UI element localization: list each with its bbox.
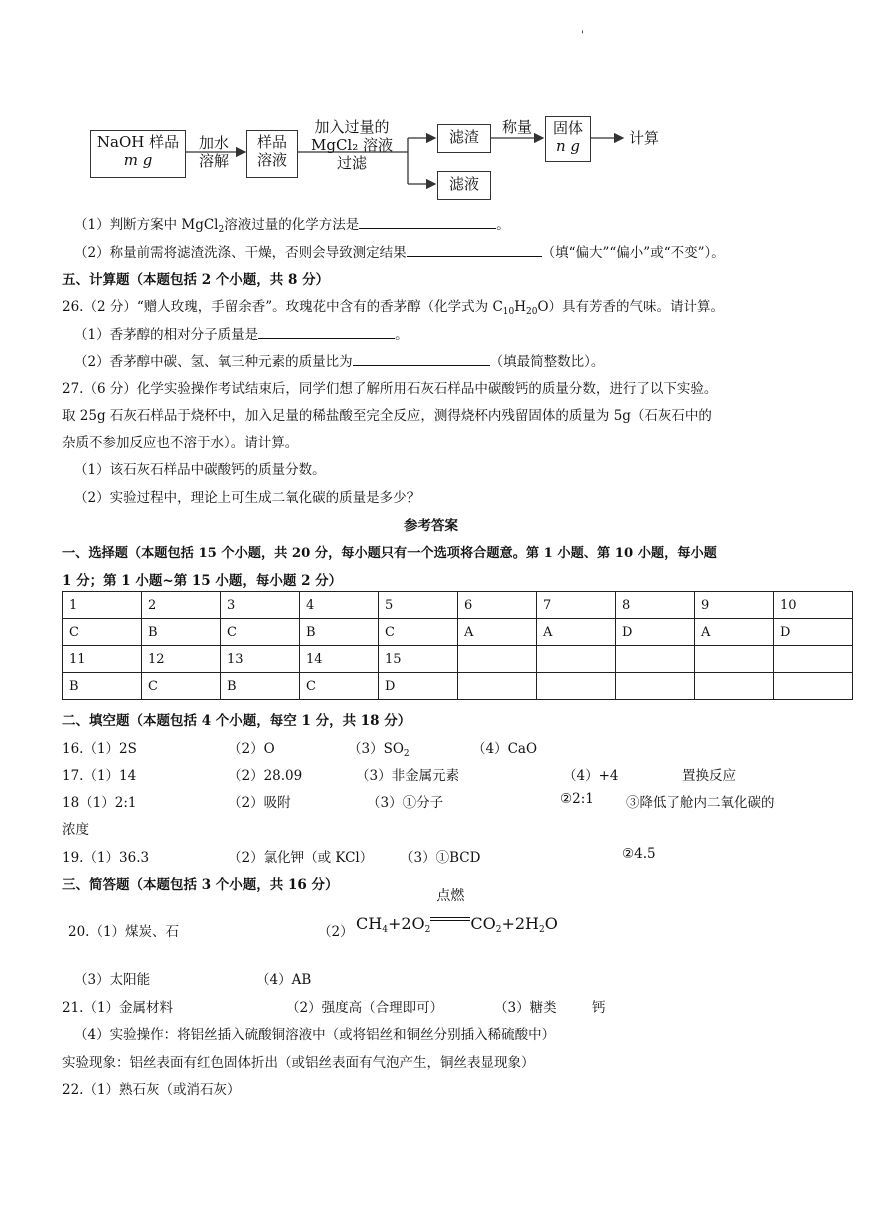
table-cell bbox=[695, 673, 774, 700]
table-cell bbox=[616, 673, 695, 700]
q25-part1 bbox=[74, 213, 510, 235]
q27-line2: 取 25g 石灰石样品于烧杯中，加入足量的稀盐酸至完全反应，测得烧杯内残留固体的质量为 5g（石灰石中的 bbox=[62, 408, 712, 424]
q25-p1-text: （1）判断方案中 MgCl bbox=[74, 217, 219, 233]
header-mark: ' bbox=[581, 30, 584, 41]
a21-item3: （3）糖类 bbox=[494, 1000, 557, 1016]
table-cell bbox=[537, 646, 616, 673]
eq-co2-sub: 2 bbox=[495, 925, 502, 935]
solid-box bbox=[545, 116, 591, 162]
a16-p3-text: （3）SO bbox=[348, 741, 404, 757]
a17-item5: 置换反应 bbox=[682, 768, 736, 784]
answer-blank bbox=[258, 325, 395, 339]
table-cell: 6 bbox=[458, 592, 537, 619]
table-cell: B bbox=[300, 619, 379, 646]
table-cell: C bbox=[379, 619, 458, 646]
q27-part1: （1）该石灰石样品中碳酸钙的质量分数。 bbox=[74, 462, 326, 478]
a21-item4: （4）实验操作：将铝丝插入硫酸铜溶液中（或将铝丝和铜丝分别插入稀硫酸中） bbox=[74, 1027, 556, 1043]
flowchart bbox=[88, 112, 688, 207]
q26-sub2: 20 bbox=[526, 307, 538, 317]
table-cell: C bbox=[221, 619, 300, 646]
eq-h2o: +2H bbox=[501, 914, 540, 933]
table-cell: A bbox=[458, 619, 537, 646]
q27-part2: （2）实验过程中，理论上可生成二氧化碳的质量是多少？ bbox=[74, 490, 421, 506]
sample-mass: m g bbox=[123, 151, 153, 169]
weigh-step: 称量 bbox=[501, 118, 532, 136]
table-cell: 9 bbox=[695, 592, 774, 619]
a21-item1: 21.（1）金属材料 bbox=[62, 1000, 174, 1016]
table-cell bbox=[458, 673, 537, 700]
dissolve-line1: 加水 bbox=[198, 134, 229, 152]
table-cell: 15 bbox=[379, 646, 458, 673]
a20-item2: （2） bbox=[318, 924, 354, 940]
table-cell: A bbox=[537, 619, 616, 646]
table-cell: C bbox=[142, 673, 221, 700]
filtrate-box: 滤液 bbox=[437, 171, 491, 200]
table-cell bbox=[774, 646, 853, 673]
table-cell bbox=[537, 673, 616, 700]
a17-item2: （2）28.09 bbox=[228, 768, 303, 784]
a22-item1: 22.（1）熟石灰（或消石灰） bbox=[62, 1082, 241, 1098]
eq-o: O bbox=[544, 914, 558, 933]
q27-line1: 27.（6 分）化学实验操作考试结束后，同学们想了解所用石灰石样品中碳酸钙的质量分数，进行了以下实验。 bbox=[62, 381, 718, 397]
eq-line-bottom bbox=[430, 920, 470, 921]
eq-o2-sub: 2 bbox=[424, 925, 431, 935]
a19-item4: ②4.5 bbox=[622, 846, 656, 862]
table-cell bbox=[616, 646, 695, 673]
table-cell: 7 bbox=[537, 592, 616, 619]
reaction-condition: 点燃 bbox=[436, 888, 465, 904]
table-cell: 10 bbox=[774, 592, 853, 619]
table-cell: 14 bbox=[300, 646, 379, 673]
table-cell: D bbox=[379, 673, 458, 700]
mgcl2-line3: 过滤 bbox=[336, 154, 367, 172]
table-cell: 2 bbox=[142, 592, 221, 619]
a17-item1: 17.（1）14 bbox=[62, 768, 137, 784]
table-row bbox=[63, 646, 853, 673]
mgcl2-line2: MgCl₂ 溶液 bbox=[310, 136, 394, 154]
a20-item3: （3）太阳能 bbox=[74, 972, 151, 988]
a18-item3: （3）①分子 bbox=[367, 795, 444, 811]
eq-ch-sub: 4 bbox=[382, 925, 388, 935]
answer-table bbox=[62, 591, 853, 700]
sample-solution-box bbox=[246, 130, 298, 178]
q25-p1-sub: 2 bbox=[218, 225, 225, 235]
answers-title: 参考答案 bbox=[404, 518, 458, 534]
table-cell bbox=[774, 673, 853, 700]
solution-line2: 溶液 bbox=[256, 151, 287, 169]
eq-ch: CH bbox=[356, 914, 383, 933]
table-cell: 5 bbox=[379, 592, 458, 619]
table-cell: 4 bbox=[300, 592, 379, 619]
table-cell bbox=[458, 646, 537, 673]
calculate-label: 计算 bbox=[629, 129, 660, 147]
table-cell: D bbox=[774, 619, 853, 646]
a20-item4: （4）AB bbox=[256, 972, 312, 988]
q26-stem-a: 26.（2 分）“赠人玫瑰，手留余香”。玫瑰花中含有的香茅醇（化学式为 C bbox=[62, 299, 503, 315]
a19-item2: （2）氯化钾（或 KCl） bbox=[228, 850, 374, 866]
table-cell: B bbox=[142, 619, 221, 646]
q26-p2-text: （2）香茅醇中碳、氢、氧三种元素的质量比为 bbox=[74, 354, 353, 370]
a21-item5: 实验现象：铝丝表面有红色固体折出（或铝丝表面有气泡产生，铜丝表显现象） bbox=[62, 1055, 535, 1071]
eq-o2: +2O bbox=[387, 914, 425, 933]
section5-title: 五、计算题（本题包括 2 个小题，共 8 分） bbox=[62, 272, 330, 288]
table-cell: B bbox=[63, 673, 142, 700]
combustion-equation bbox=[356, 888, 558, 935]
a18-continued: 浓度 bbox=[62, 822, 89, 838]
naoh-sample-box bbox=[90, 130, 186, 178]
mgcl2-step bbox=[300, 118, 404, 172]
q26-part2 bbox=[74, 350, 604, 370]
table-cell: A bbox=[695, 619, 774, 646]
sample-label: NaOH 样品 bbox=[96, 133, 180, 151]
table-cell: 11 bbox=[63, 646, 142, 673]
mgcl2-line1: 加入过量的 bbox=[314, 118, 390, 136]
eq-co2: CO bbox=[470, 914, 496, 933]
table-row bbox=[63, 673, 853, 700]
table-cell: 1 bbox=[63, 592, 142, 619]
solution-line1: 样品 bbox=[256, 133, 287, 151]
a16-item2: （2）O bbox=[228, 741, 275, 757]
a19-item1: 19.（1）36.3 bbox=[62, 850, 150, 866]
dissolve-step bbox=[188, 134, 240, 170]
section2-title: 二、填空题（本题包括 4 个小题，每空 1 分，共 18 分） bbox=[62, 713, 412, 729]
a16-p3-sub: 2 bbox=[403, 749, 410, 759]
a20-item1: 20.（1）煤炭、石 bbox=[68, 924, 180, 940]
a18-item4: ②2:1 bbox=[560, 791, 594, 807]
answer-blank bbox=[359, 215, 496, 229]
q26-p1-text: （1）香茅醇的相对分子质量是 bbox=[74, 327, 259, 343]
reaction-arrow bbox=[430, 888, 470, 925]
q26-p2-end: （填最简整数比）。 bbox=[489, 354, 605, 370]
solid-mass: n g bbox=[555, 137, 581, 155]
table-cell: 8 bbox=[616, 592, 695, 619]
q26-part1 bbox=[74, 323, 409, 343]
table-cell: C bbox=[300, 673, 379, 700]
q26-stem-c: O）具有芳香的气味。请计算。 bbox=[537, 299, 725, 315]
q26-sub1: 10 bbox=[502, 307, 515, 317]
q25-p1-text2: 溶液过量的化学方法是 bbox=[224, 217, 360, 233]
table-row bbox=[63, 619, 853, 646]
a21-item2: （2）强度高（合理即可） bbox=[286, 1000, 444, 1016]
a16-item1: 16.（1）2S bbox=[62, 741, 137, 757]
section1-title-line1: 一、选择题（本题包括 15 个小题，共 20 分，每小题只有一个选项将合题意。第 1 小题、第 10 小题，每小题 bbox=[62, 546, 717, 561]
a18-item2: （2）吸附 bbox=[228, 795, 291, 811]
residue-box: 滤渣 bbox=[437, 124, 491, 153]
section3-title: 三、简答题（本题包括 3 个小题，共 16 分） bbox=[62, 877, 339, 893]
dissolve-line2: 溶解 bbox=[198, 152, 229, 170]
a18-item5: ③降低了舱内二氧化碳的 bbox=[626, 795, 775, 811]
table-cell: 13 bbox=[221, 646, 300, 673]
a21-item3b: 钙 bbox=[592, 1000, 606, 1016]
table-cell: D bbox=[616, 619, 695, 646]
q25-p1-end: 。 bbox=[496, 217, 510, 233]
solid-line1: 固体 bbox=[552, 119, 583, 137]
q25-part2 bbox=[74, 241, 725, 261]
table-row bbox=[63, 592, 853, 619]
q26-stem-b: H bbox=[514, 299, 527, 315]
answer-blank bbox=[407, 243, 542, 257]
eq-h2o-sub: 2 bbox=[539, 925, 545, 935]
q25-p2-end: （填“偏大”“偏小”或“不变”）。 bbox=[541, 245, 725, 261]
a17-item3: （3）非金属元素 bbox=[356, 768, 460, 784]
a16-item3 bbox=[348, 737, 410, 759]
section1-title-line2: 1 分；第 1 小题~第 15 小题，每小题 2 分） bbox=[62, 573, 343, 589]
q26-stem bbox=[62, 295, 724, 317]
a19-item3: （3）①BCD bbox=[400, 850, 481, 866]
table-cell: B bbox=[221, 673, 300, 700]
a16-item4: （4）CaO bbox=[472, 741, 538, 757]
q26-p1-end: 。 bbox=[395, 327, 409, 343]
answer-blank bbox=[353, 352, 490, 366]
table-cell: C bbox=[63, 619, 142, 646]
table-cell: 3 bbox=[221, 592, 300, 619]
a18-item1: 18（1）2:1 bbox=[62, 795, 137, 811]
q27-line3: 杂质不参加反应也不溶于水）。请计算。 bbox=[62, 435, 299, 451]
q25-p2-text: （2）称量前需将滤渣洗涤、干燥，否则会导致测定结果 bbox=[74, 245, 407, 261]
a17-item4: （4）+4 bbox=[563, 768, 619, 784]
eq-line-top bbox=[430, 917, 470, 918]
table-cell bbox=[695, 646, 774, 673]
table-cell: 12 bbox=[142, 646, 221, 673]
